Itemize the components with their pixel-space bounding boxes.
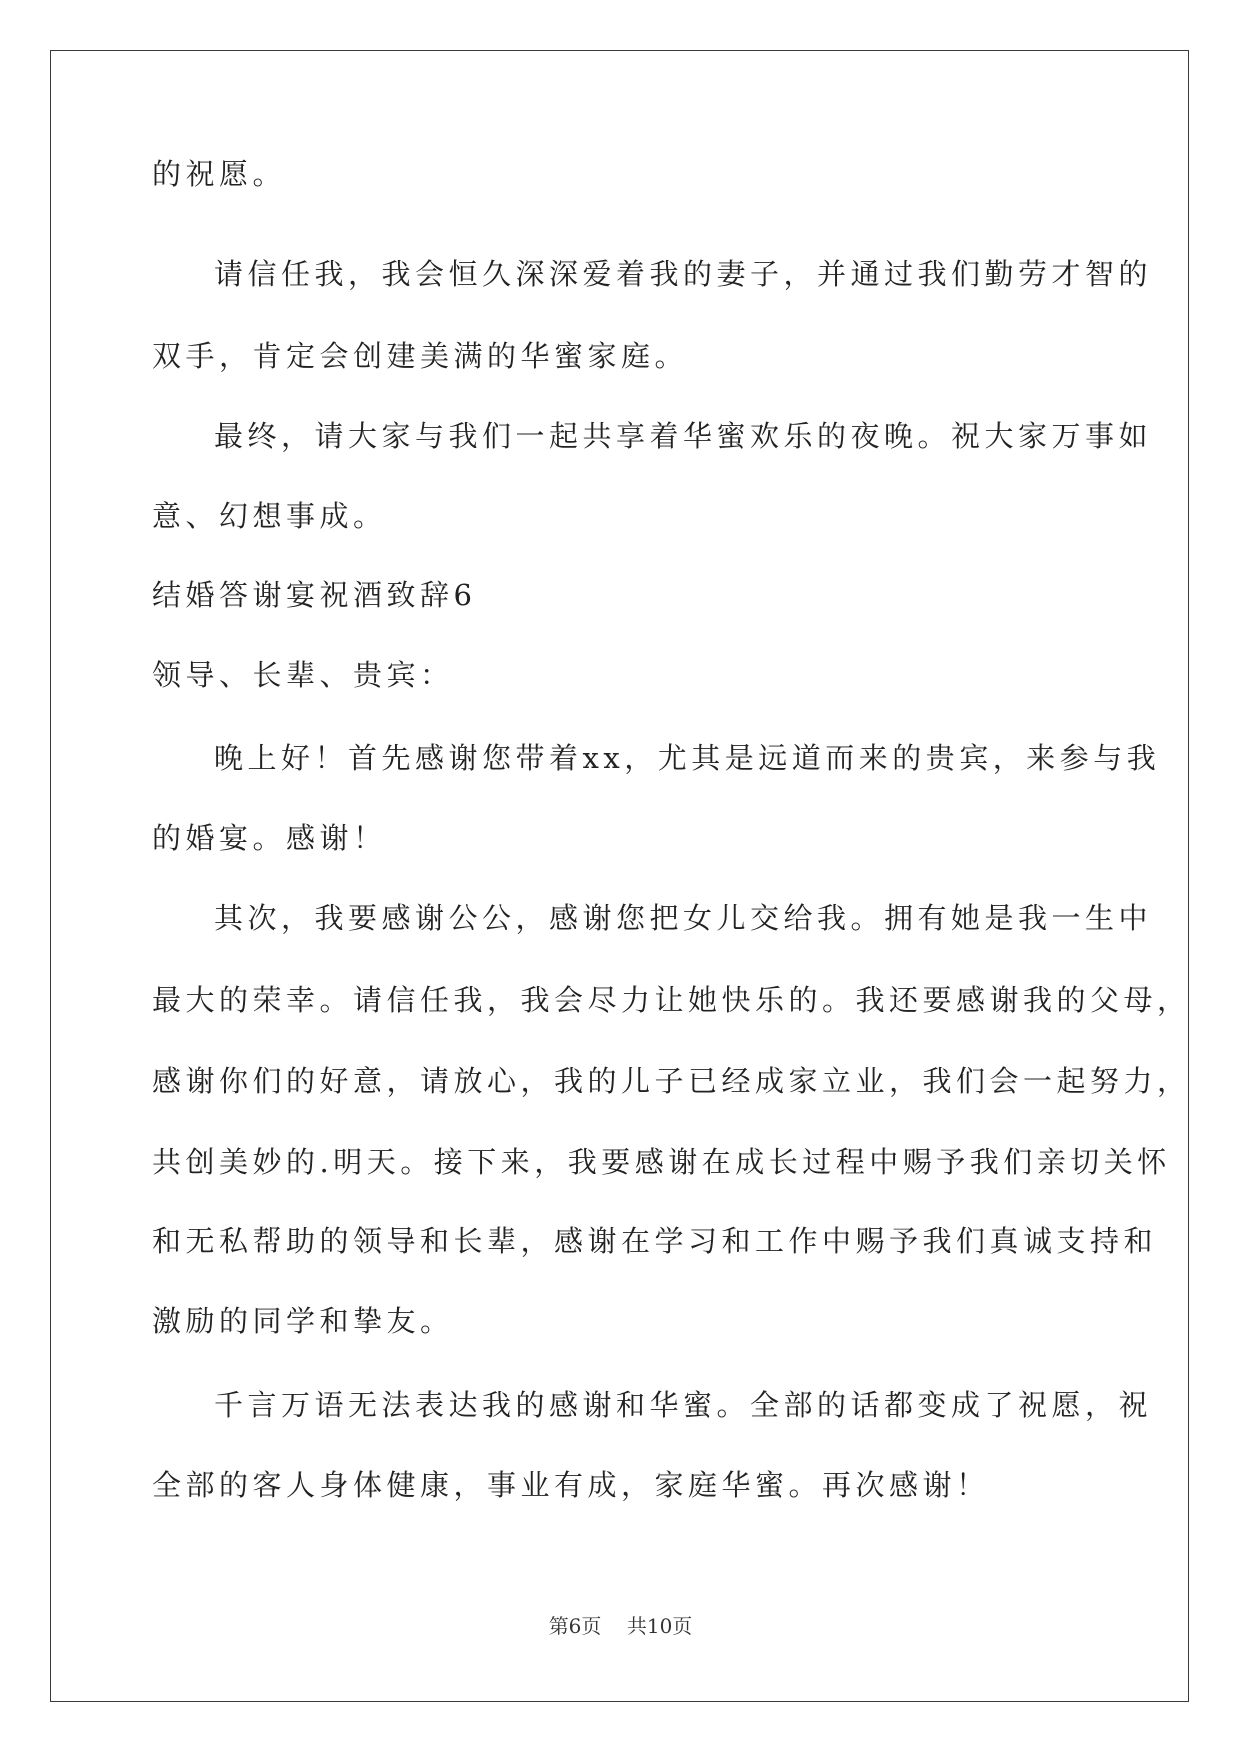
text-line: 最终，请大家与我们一起共享着华蜜欢乐的夜晚。祝大家万事如 <box>214 419 1153 453</box>
text-line: 意、幻想事成。 <box>152 499 387 533</box>
salutation: 领导、长辈、贵宾： <box>152 658 454 692</box>
page-footer: 第6页 共10页 <box>548 1614 693 1638</box>
page-border <box>50 50 1189 1702</box>
text-line: 的祝愿。 <box>152 157 287 191</box>
text-line: 共创美妙的.明天。接下来，我要感谢在成长过程中赐予我们亲切关怀 <box>152 1145 1171 1179</box>
text-line: 千言万语无法表达我的感谢和华蜜。全部的话都变成了祝愿，祝 <box>214 1388 1153 1422</box>
text-line: 感谢你们的好意，请放心，我的儿子已经成家立业，我们会一起努力， <box>152 1064 1191 1098</box>
text-line: 和无私帮助的领导和长辈，感谢在学习和工作中赐予我们真诚支持和 <box>152 1224 1158 1258</box>
text-line: 其次，我要感谢公公，感谢您把女儿交给我。拥有她是我一生中 <box>214 901 1153 935</box>
text-line: 双手，肯定会创建美满的华蜜家庭。 <box>152 339 689 373</box>
text-line: 的婚宴。感谢！ <box>152 821 387 855</box>
text-line: 全部的客人身体健康，事业有成，家庭华蜜。再次感谢！ <box>152 1468 990 1502</box>
text-line: 激励的同学和挚友。 <box>152 1304 454 1338</box>
text-line: 请信任我，我会恒久深深爱着我的妻子，并通过我们勤劳才智的 <box>214 257 1153 291</box>
section-heading: 结婚答谢宴祝酒致辞6 <box>152 578 477 612</box>
text-line: 晚上好！首先感谢您带着xx，尤其是远道而来的贵宾，来参与我 <box>214 741 1161 775</box>
text-line: 最大的荣幸。请信任我，我会尽力让她快乐的。我还要感谢我的父母， <box>152 983 1191 1017</box>
